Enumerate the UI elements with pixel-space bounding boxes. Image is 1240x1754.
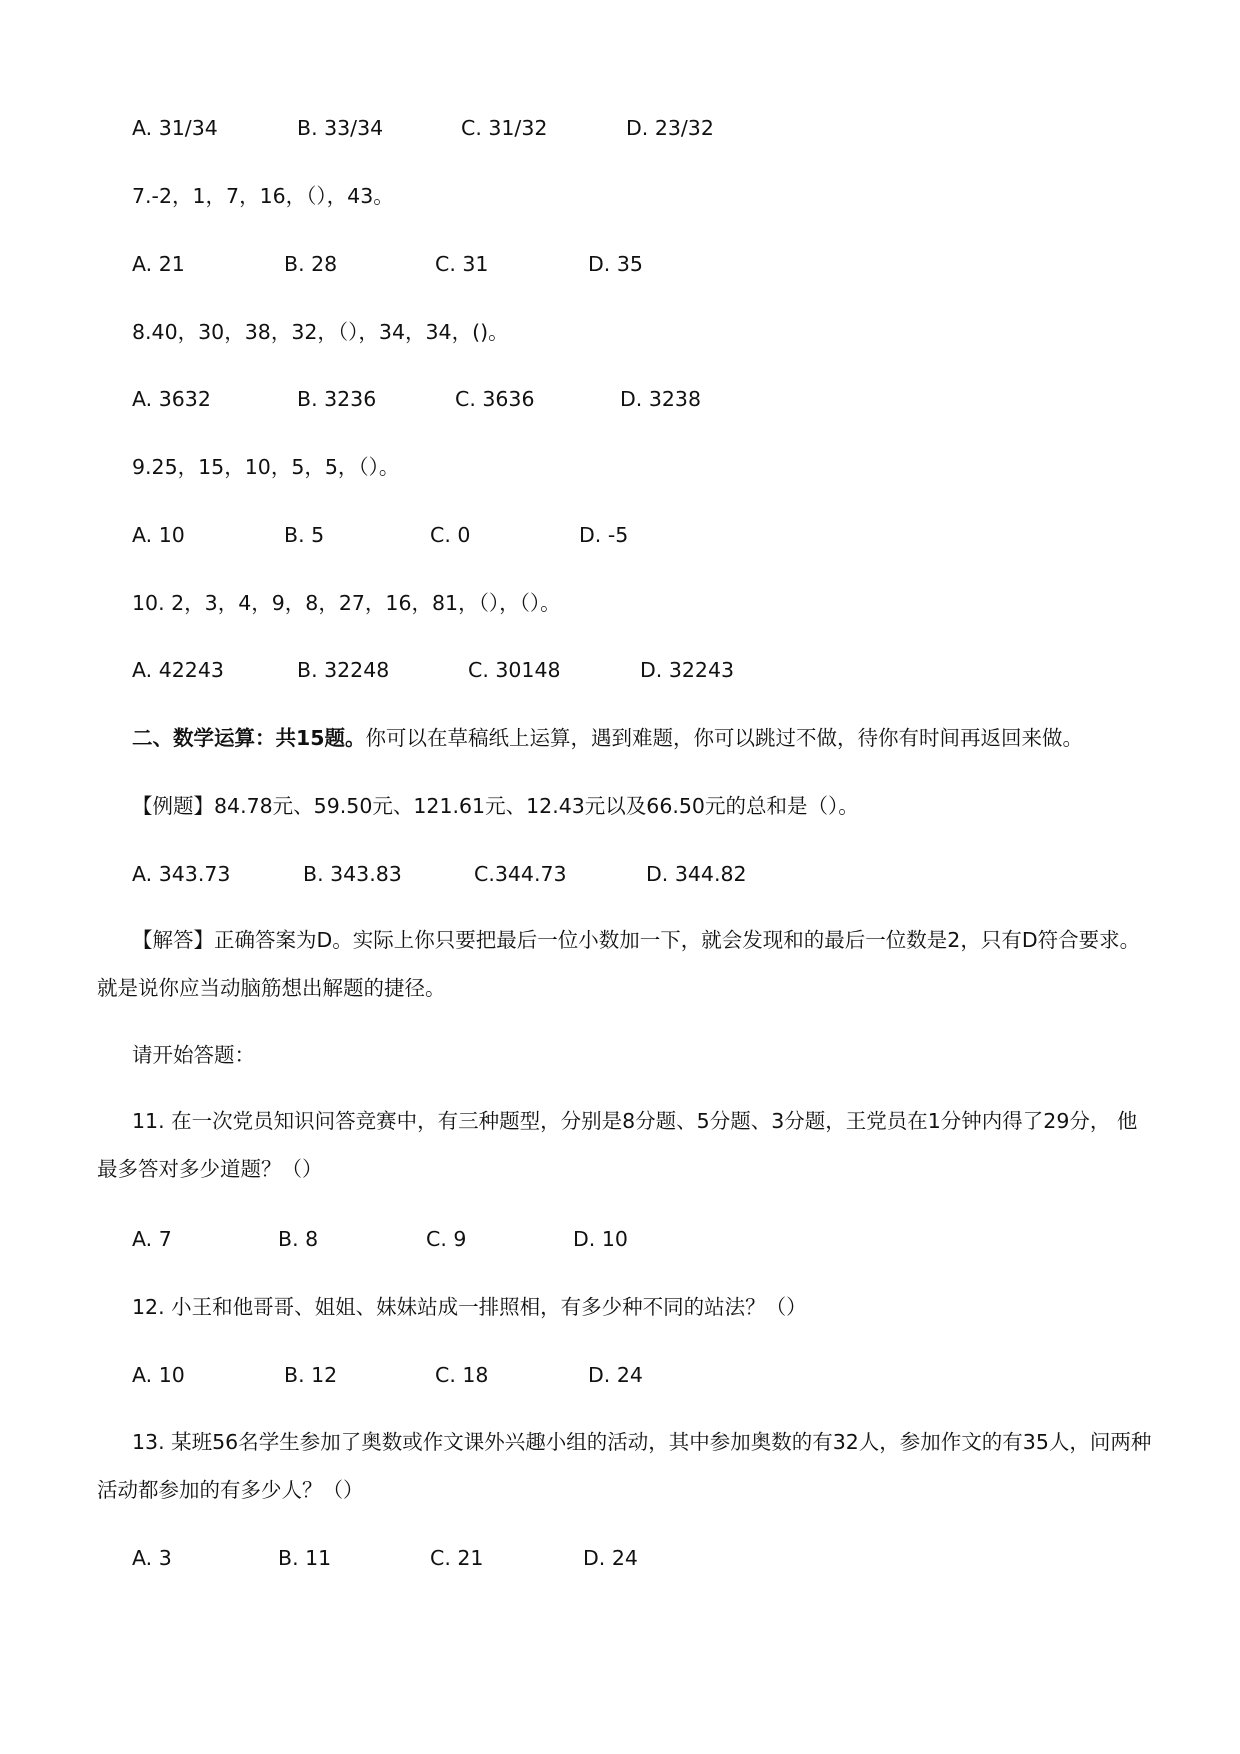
option-c: C.344.73 [474,862,567,886]
option-b: B. 12 [284,1363,338,1387]
option-a: A. 10 [132,523,185,547]
option-c: C. 30148 [468,658,561,682]
option-d: D. 344.82 [646,862,747,886]
option-a: A. 42243 [132,658,224,682]
option-b: B. 5 [284,523,325,547]
option-d: D. 32243 [640,658,735,682]
option-b: B. 343.83 [303,862,402,886]
option-b: B. 3236 [297,387,377,411]
question-13: 13. 某班56名学生参加了奥数或作文课外兴趣小组的活动，其中参加奥数的有32人，参加作文的有35人，问两种活动都参加的有多少人？（） [97,1430,1152,1502]
question-8: 8.40，30，38，32，（），34，34，()。 [132,320,509,344]
option-a: A. 343.73 [132,862,231,886]
start-prompt: 请开始答题： [132,1043,255,1067]
option-c: C. 18 [435,1363,489,1387]
option-a: A. 3 [132,1546,172,1570]
section-heading [132,725,1083,751]
question-7: 7.-2，1，7，16，（），43。 [132,184,394,208]
question-11: 11. 在一次党员知识问答竞赛中，有三种题型，分别是8分题、5分题、3分题，王党员在1分钟内得了29分， 他最多答对多少道题？（） [97,1109,1138,1181]
example-question: 【例题】84.78元、59.50元、121.61元、12.43元以及66.50元的总和是（）。 [132,794,859,818]
option-b: B. 8 [278,1227,319,1251]
option-c: C. 31 [435,252,489,276]
option-c: C. 21 [430,1546,484,1570]
option-a: A. 10 [132,1363,185,1387]
option-b: B. 33/34 [297,116,384,140]
question-9: 9.25，15，10，5，5，（）。 [132,455,400,479]
example-answer: 【解答】正确答案为D。实际上你只要把最后一位小数加一下，就会发现和的最后一位数是2，只有D符合要求。就是说你应当动脑筋想出解题的捷径。 [97,928,1141,1000]
option-b: B. 11 [278,1546,332,1570]
option-d: D. 23/32 [626,116,714,140]
option-a: A. 3632 [132,387,211,411]
option-d: D. 10 [573,1227,628,1251]
option-d: D. -5 [579,523,629,547]
option-d: D. 24 [583,1546,638,1570]
section-title: 二、数学运算：共15题。 [132,726,366,750]
option-c: C. 31/32 [461,116,548,140]
option-d: D. 35 [588,252,643,276]
section-instructions: 你可以在草稿纸上运算，遇到难题，你可以跳过不做，待你有时间再返回来做。 [365,726,1084,750]
option-c: C. 9 [426,1227,467,1251]
question-12: 12. 小王和他哥哥、姐姐、妹妹站成一排照相，有多少种不同的站法？（） [132,1295,807,1319]
option-b: B. 32248 [297,658,390,682]
question-10: 10. 2，3，4，9，8，27，16，81，（），（）。 [132,591,561,615]
option-c: C. 0 [430,523,471,547]
option-a: A. 21 [132,252,185,276]
option-d: D. 24 [588,1363,643,1387]
option-a: A. 31/34 [132,116,218,140]
option-b: B. 28 [284,252,338,276]
option-c: C. 3636 [455,387,535,411]
option-d: D. 3238 [620,387,701,411]
option-a: A. 7 [132,1227,172,1251]
